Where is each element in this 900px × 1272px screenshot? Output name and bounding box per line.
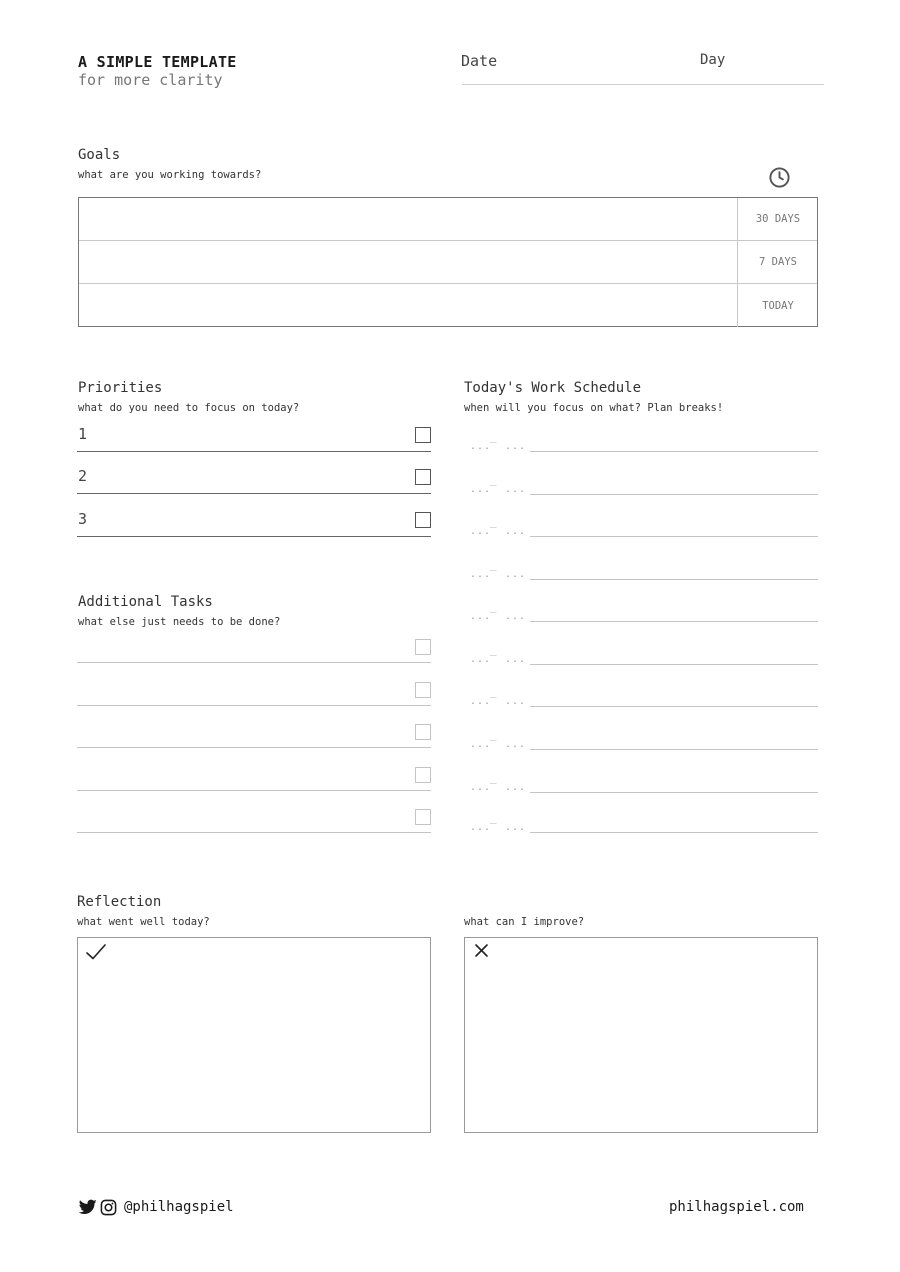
priority-number: 1 (78, 425, 88, 443)
task-checkbox[interactable] (415, 682, 431, 698)
slot-start-time[interactable]: ... (470, 739, 492, 750)
schedule-slot[interactable] (466, 515, 818, 545)
slot-end-time[interactable]: ... (505, 611, 527, 622)
slot-end-time[interactable]: ... (505, 526, 527, 537)
goals-title: Goals (78, 147, 121, 163)
schedule-slot[interactable] (466, 430, 818, 460)
slot-time-separator: _ (490, 473, 497, 486)
task-row[interactable] (77, 676, 431, 706)
schedule-slot[interactable] (466, 600, 818, 630)
date-label: Date (461, 52, 498, 70)
priority-checkbox[interactable] (415, 469, 431, 485)
page-title: A SIMPLE TEMPLATE (78, 53, 237, 71)
goal-row-7-days (79, 241, 817, 284)
slot-start-time[interactable]: ... (470, 696, 492, 707)
slot-end-time[interactable]: ... (505, 696, 527, 707)
slot-time-separator: _ (490, 771, 497, 784)
goal-input-today[interactable] (79, 284, 738, 327)
slot-time-separator: _ (490, 430, 497, 443)
priority-number: 3 (78, 510, 88, 528)
slot-entry-line[interactable] (530, 706, 818, 707)
task-checkbox[interactable] (415, 767, 431, 783)
goals-subtitle: what are you working towards? (78, 169, 262, 181)
schedule-slot[interactable] (466, 558, 818, 588)
slot-entry-line[interactable] (530, 621, 818, 622)
priorities-title: Priorities (78, 380, 163, 396)
improve-box[interactable] (464, 937, 818, 1133)
goals-table (78, 197, 818, 327)
slot-end-time[interactable]: ... (505, 782, 527, 793)
slot-entry-line[interactable] (530, 792, 818, 793)
slot-start-time[interactable]: ... (470, 484, 492, 495)
slot-start-time[interactable]: ... (470, 526, 492, 537)
schedule-slot[interactable] (466, 811, 818, 841)
slot-entry-line[interactable] (530, 494, 818, 495)
went-well-prompt: what went well today? (77, 916, 210, 928)
schedule-slot[interactable] (466, 728, 818, 758)
slot-end-time[interactable]: ... (505, 441, 527, 452)
goal-row-today (79, 284, 817, 327)
priority-row[interactable] (77, 464, 431, 494)
schedule-slot[interactable] (466, 685, 818, 715)
slot-end-time[interactable]: ... (505, 822, 527, 833)
slot-start-time[interactable]: ... (470, 782, 492, 793)
slot-start-time[interactable]: ... (470, 441, 492, 452)
slot-entry-line[interactable] (530, 451, 818, 452)
twitter-icon[interactable] (79, 1199, 97, 1215)
slot-entry-line[interactable] (530, 749, 818, 750)
day-label: Day (700, 52, 726, 68)
goal-horizon-label: 7 DAYS (759, 256, 797, 268)
priority-number: 2 (78, 467, 88, 485)
goal-input-7-days[interactable] (79, 241, 738, 283)
social-handle[interactable]: @philhagspiel (124, 1199, 234, 1215)
task-row[interactable] (77, 761, 431, 791)
slot-end-time[interactable]: ... (505, 569, 527, 580)
slot-time-separator: _ (490, 515, 497, 528)
slot-time-separator: _ (490, 600, 497, 613)
task-checkbox[interactable] (415, 809, 431, 825)
goal-row-30-days (79, 198, 817, 241)
x-mark-icon (474, 943, 489, 958)
page-subtitle: for more clarity (78, 71, 223, 89)
goal-horizon-label: TODAY (762, 299, 794, 312)
task-checkbox[interactable] (415, 724, 431, 740)
goal-input-30-days[interactable] (79, 198, 738, 240)
priorities-subtitle: what do you need to focus on today? (78, 402, 300, 414)
additional-tasks-title: Additional Tasks (78, 594, 213, 610)
checkmark-icon (85, 943, 107, 961)
clock-icon (768, 166, 791, 189)
schedule-title: Today's Work Schedule (464, 380, 642, 396)
slot-start-time[interactable]: ... (470, 654, 492, 665)
priority-row[interactable] (77, 507, 431, 537)
slot-start-time[interactable]: ... (470, 569, 492, 580)
went-well-box[interactable] (77, 937, 431, 1133)
date-day-field-line[interactable] (462, 84, 824, 85)
slot-entry-line[interactable] (530, 664, 818, 665)
slot-entry-line[interactable] (530, 536, 818, 537)
task-row[interactable] (77, 803, 431, 833)
reflection-title: Reflection (77, 894, 162, 910)
slot-time-separator: _ (490, 685, 497, 698)
slot-time-separator: _ (490, 811, 497, 824)
priority-checkbox[interactable] (415, 427, 431, 443)
task-row[interactable] (77, 633, 431, 663)
improve-prompt: what can I improve? (464, 916, 585, 928)
task-row[interactable] (77, 718, 431, 748)
slot-end-time[interactable]: ... (505, 484, 527, 495)
additional-tasks-subtitle: what else just needs to be done? (78, 616, 281, 628)
slot-end-time[interactable]: ... (505, 739, 527, 750)
slot-start-time[interactable]: ... (470, 611, 492, 622)
slot-entry-line[interactable] (530, 579, 818, 580)
slot-start-time[interactable]: ... (470, 822, 492, 833)
schedule-slot[interactable] (466, 643, 818, 673)
goal-horizon-label: 30 DAYS (755, 213, 801, 225)
priority-row[interactable] (77, 422, 431, 452)
instagram-icon[interactable] (100, 1199, 117, 1216)
task-checkbox[interactable] (415, 639, 431, 655)
schedule-subtitle: when will you focus on what? Plan breaks! (464, 402, 724, 414)
schedule-slot[interactable] (466, 473, 818, 503)
slot-time-separator: _ (490, 558, 497, 571)
website-link[interactable]: philhagspiel.com (669, 1199, 804, 1215)
schedule-slot[interactable] (466, 771, 818, 801)
slot-time-separator: _ (490, 728, 497, 741)
slot-time-separator: _ (490, 643, 497, 656)
slot-end-time[interactable]: ... (505, 654, 527, 665)
priority-checkbox[interactable] (415, 512, 431, 528)
slot-entry-line[interactable] (530, 832, 818, 833)
